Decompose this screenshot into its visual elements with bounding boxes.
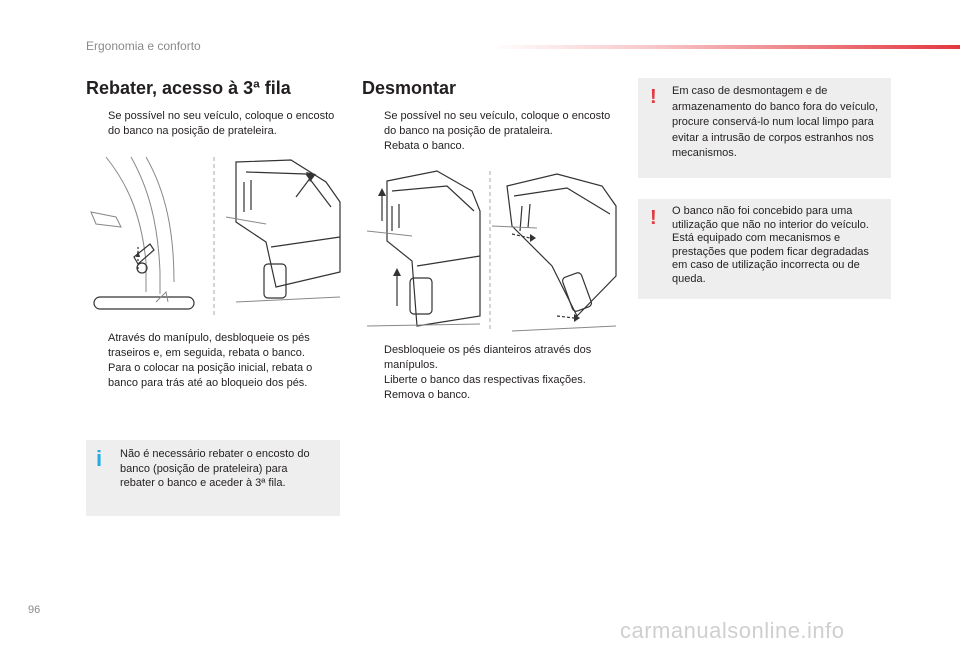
info-note-box <box>86 440 340 516</box>
section-title-fold: Rebater, acesso à 3ª fila <box>86 78 291 98</box>
fold-steps-list <box>86 331 342 391</box>
warning-note-text: O banco não foi concebido para uma utilização que não no interior do veículo. Está equipado com mecanismos e prestações que podem ficar degradadas em caso de utilização incorrecta ou de queda. <box>672 205 869 285</box>
warning-icon: ! <box>650 207 657 229</box>
info-note-text: Não é necessário rebater o encosto do banco (posição de prateleira) para rebater o banco e aceder à 3ª fila. <box>120 448 310 489</box>
remove-steps-list <box>362 343 618 403</box>
remove-intro-list <box>362 109 618 154</box>
header-accent-bar <box>490 45 960 49</box>
list-item: Desbloqueie os pés dianteiros através dos manípulos. <box>384 344 592 371</box>
fold-intro-list <box>86 109 342 139</box>
page-number: 96 <box>28 604 41 616</box>
section-label: Ergonomia e conforto <box>86 39 201 53</box>
list-item: Se possível no seu veículo, coloque o encosto do banco na posição de prataleira. <box>384 110 611 137</box>
list-item: Liberte o banco das respectivas fixações. <box>384 374 586 386</box>
warning-note-usage <box>638 199 891 299</box>
warning-note-text: Em caso de desmontagem e de armazenamento do banco fora do veículo, procure conservá-lo num local limpo para evitar a intrusão de corpos estranhos nos mecanismos. <box>672 85 879 159</box>
info-icon: i <box>96 446 103 471</box>
fold-illustration <box>86 152 342 322</box>
list-item: Através do manípulo, desbloqueie os pés traseiros e, em seguida, rebata o banco. <box>108 332 310 359</box>
warning-icon: ! <box>650 86 657 108</box>
list-item: Se possível no seu veículo, coloque o encosto do banco na posição de prateleira. <box>108 110 335 137</box>
list-item: Rebata o banco. <box>384 140 465 152</box>
watermark-text: carmanualsonline.info <box>620 618 845 643</box>
list-item: Para o colocar na posição inicial, rebata o banco para trás até ao bloqueio dos pés. <box>108 362 313 389</box>
warning-note-storage <box>638 78 891 178</box>
section-title-remove: Desmontar <box>362 78 457 98</box>
list-item: Remova o banco. <box>384 389 471 401</box>
remove-illustration <box>362 166 618 338</box>
